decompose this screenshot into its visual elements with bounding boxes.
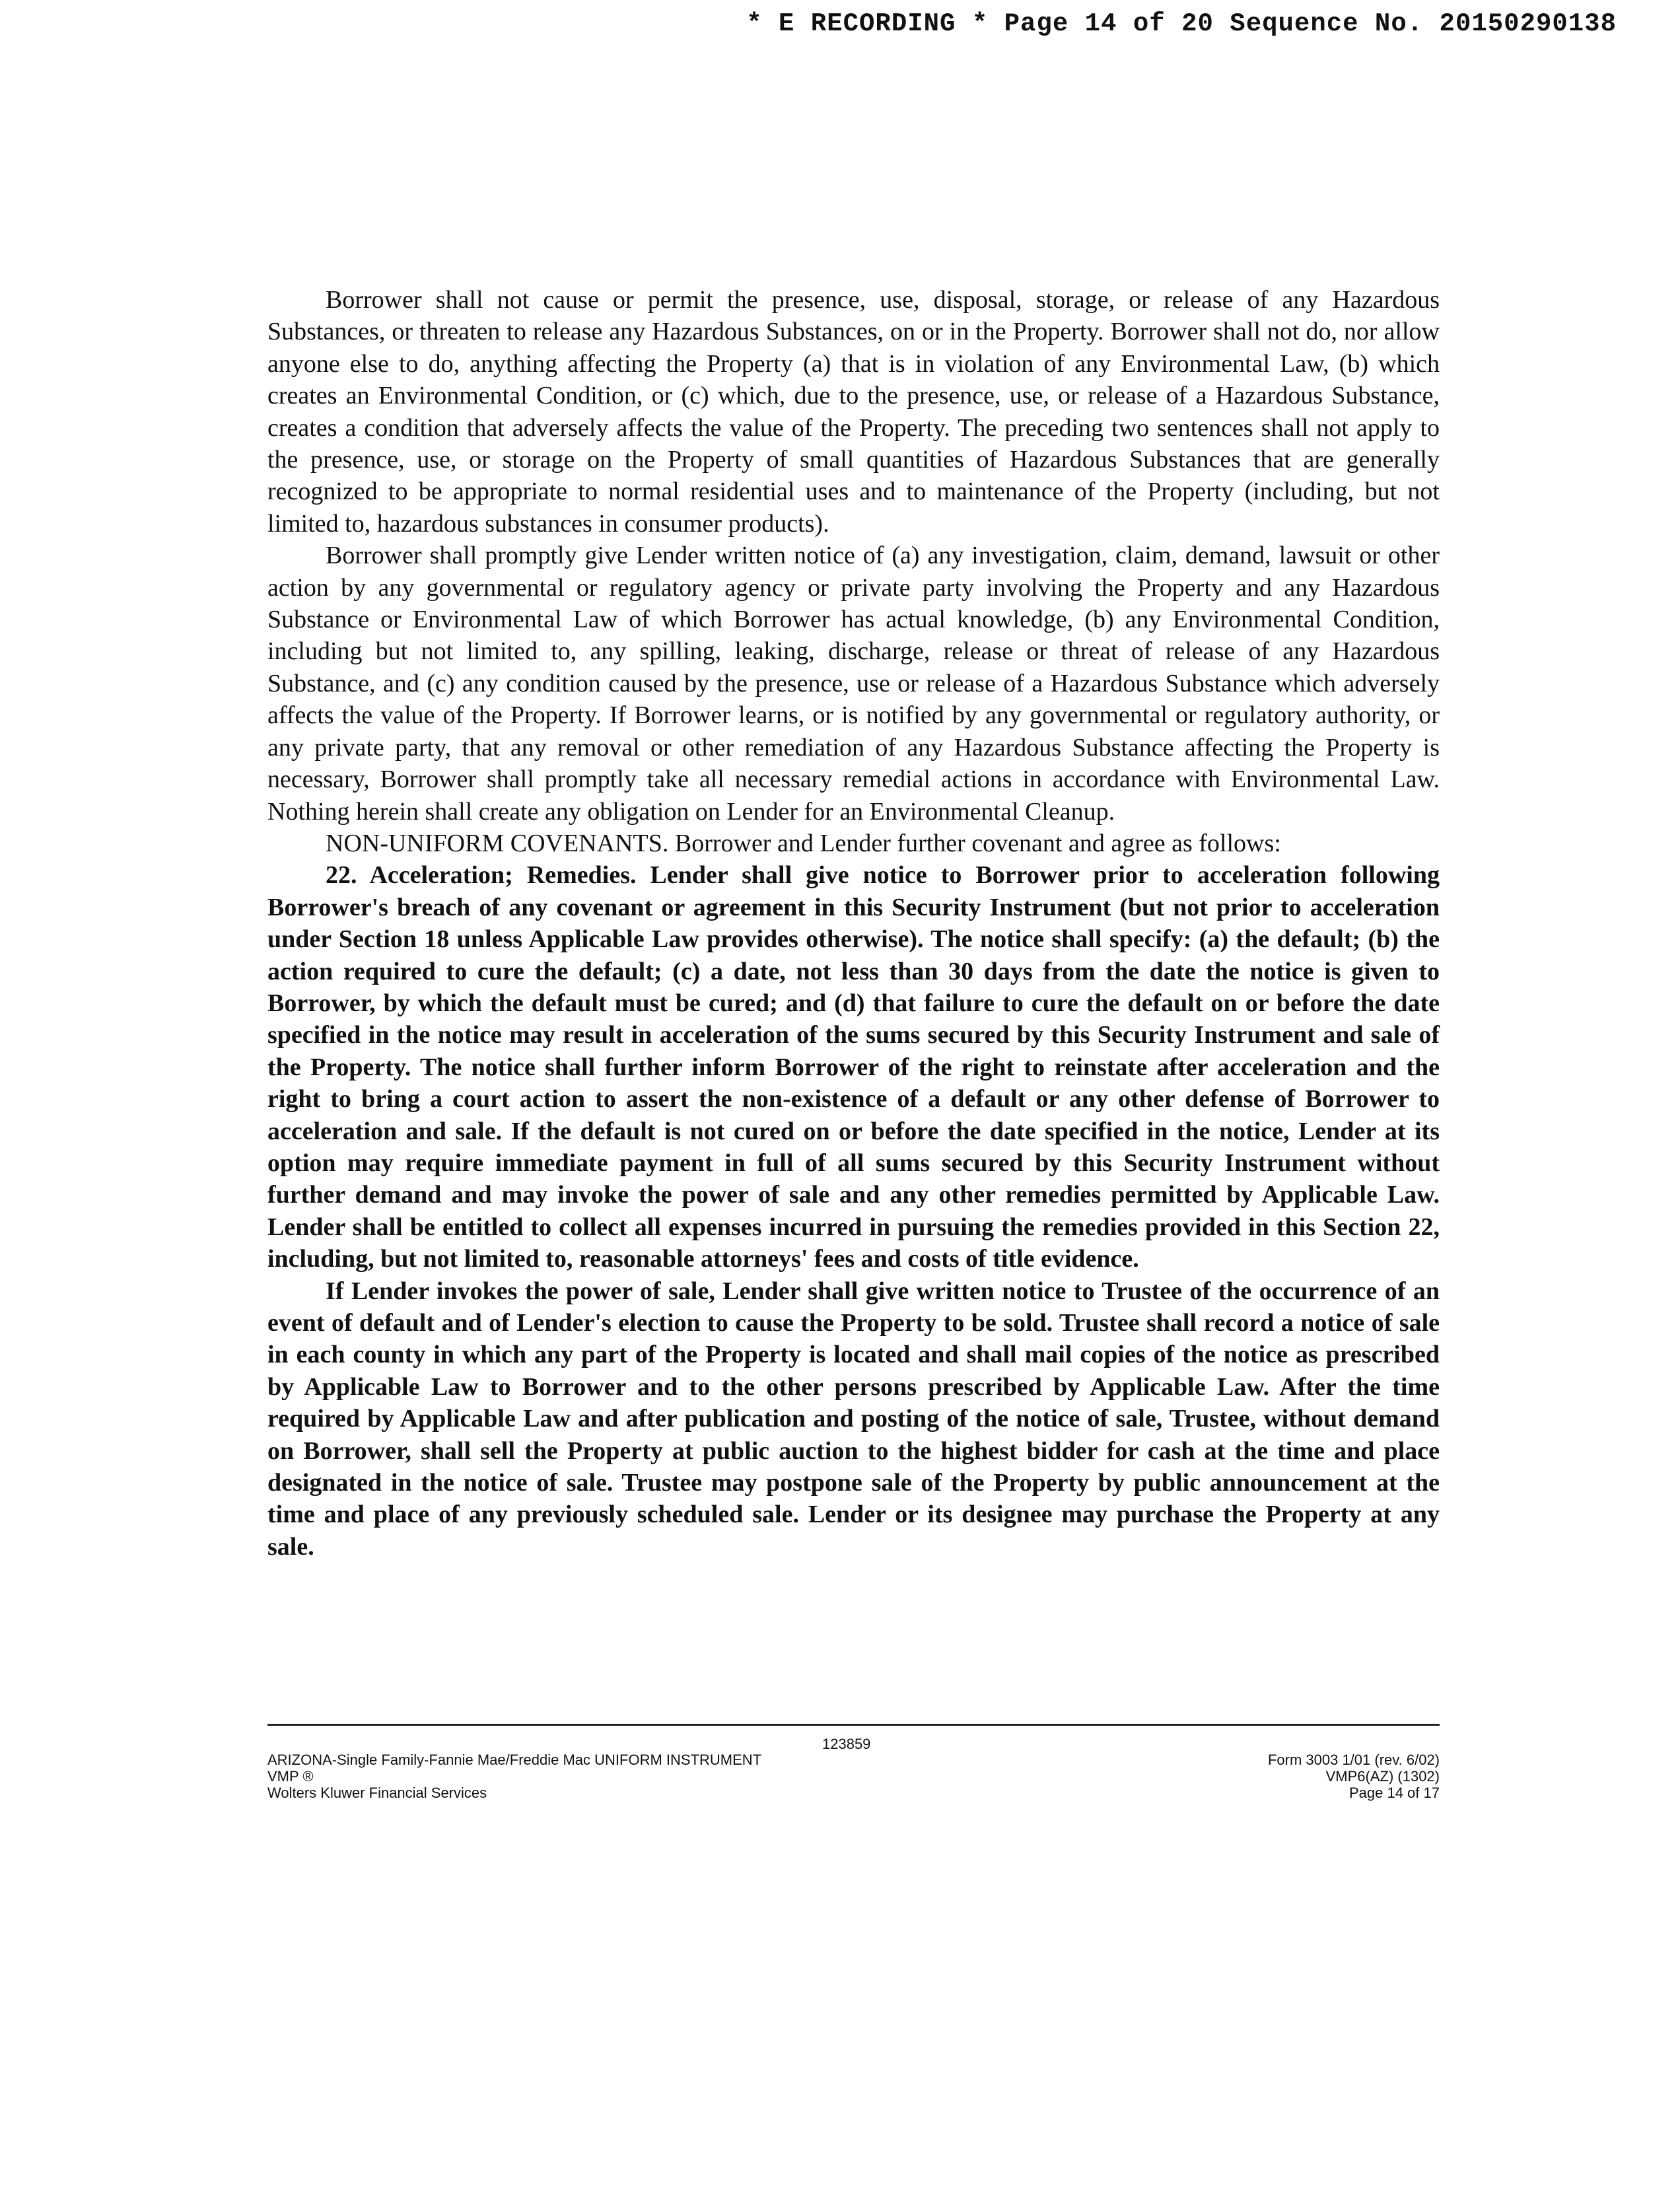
footer-divider xyxy=(267,1724,1440,1726)
footer-vmp-mark: VMP ® xyxy=(267,1768,314,1785)
footer-left-block xyxy=(267,1752,761,1801)
paragraph-acceleration-remedies: 22. Acceleration; Remedies. Lender shall give notice to Borrower prior to acceleration following Borrower's breach of any covenant or agreement in this Security Instrument (but not prior to acceleration under Section 18 unless Applicable Law provides otherwise). The notice shall specify: (a) the default; (b) the action required to cure the default; (c) a date, not less than 30 days from the date the notice is given to Borrower, by which the default must be cured; and (d) that failure to cure the default on or before the date specified in the notice may result in acceleration of the sums secured by this Security Instrument and sale of the Property. The notice shall further inform Borrower of the right to reinstate after acceleration and the right to bring a court action to assert the non-existence of a default or any other defense of Borrower to acceleration and sale. If the default is not cured on or before the date specified in the notice, Lender at its option may require immediate payment in full of all sums secured by this Security Instrument without further demand and may invoke the power of sale and any other remedies permitted by Applicable Law. Lender shall be entitled to collect all expenses incurred in pursuing the remedies provided in this Section 22, including, but not limited to, reasonable attorneys' fees and costs of title evidence. xyxy=(267,861,1440,1273)
footer-page-number: Page 14 of 17 xyxy=(1348,1785,1440,1801)
paragraph-hazardous-substances: Borrower shall not cause or permit the presence, use, disposal, storage, or release of any Hazardous Substances, or threaten to release any Hazardous Substances, on or in the Property. Borrower shall not do, nor allow anyone else to do, anything affecting the Property (a) that is in violation of any Environmental Law, (b) which creates an Environmental Condition, or (c) which, due to the presence, use, or release of a Hazardous Substance, creates a condition that adversely affects the value of the Property. The preceding two sentences shall not apply to the presence, use, or storage on the Property of small quantities of Hazardous Substances that are generally recognized to be appropriate to normal residential uses and to maintenance of the Property (including, but not limited to, hazardous substances in consumer products). xyxy=(267,286,1440,538)
document-body xyxy=(267,284,1440,1563)
paragraph-power-of-sale: If Lender invokes the power of sale, Lender shall give written notice to Trustee of the occurrence of an event of default and of Lender's election to cause the Property to be sold. Trustee shall record a notice of sale in each county in which any part of the Property is located and shall mail copies of the notice as prescribed by Applicable Law to Borrower and to the other persons prescribed by Applicable Law. After the time required by Applicable Law and after publication and posting of the notice of sale, Trustee, without demand on Borrower, shall sell the Property at public auction to the highest bidder for cash at the time and place designated in the notice of sale. Trustee may postpone sale of the Property by public announcement at the time and place of any previously scheduled sale. Lender or its designee may purchase the Property at any sale. xyxy=(267,1277,1440,1561)
footer-form-code: VMP6(AZ) (1302) xyxy=(1325,1768,1440,1785)
recording-stamp: * E RECORDING * Page 14 of 20 Sequence No. 20150290138 xyxy=(746,9,1617,38)
footer-instrument-title: ARIZONA-Single Family-Fannie Mae/Freddie Mac UNIFORM INSTRUMENT xyxy=(267,1752,762,1768)
footer-publisher: Wolters Kluwer Financial Services xyxy=(267,1785,487,1801)
footer-form-number: Form 3003 1/01 (rev. 6/02) xyxy=(1267,1752,1440,1768)
footer-right-block xyxy=(1268,1752,1440,1801)
footer-loan-number: 123859 xyxy=(822,1736,871,1752)
paragraph-notice-requirements: Borrower shall promptly give Lender written notice of (a) any investigation, claim, demand, lawsuit or other action by any governmental or regulatory agency or private party involving the Property and any Hazardous Substance or Environmental Law of which Borrower has actual knowledge, (b) any Environmental Condition, including but not limited to, any spilling, leaking, discharge, release or threat of release of any Hazardous Substance, and (c) any condition caused by the presence, use or release of a Hazardous Substance which adversely affects the value of the Property. If Borrower learns, or is notified by any governmental or regulatory authority, or any private party, that any removal or other remediation of any Hazardous Substance affecting the Property is necessary, Borrower shall promptly take all necessary remedial actions in accordance with Environmental Law. Nothing herein shall create any obligation on Lender for an Environmental Cleanup. xyxy=(267,542,1440,826)
paragraph-non-uniform-covenants: NON-UNIFORM COVENANTS. Borrower and Lender further covenant and agree as follows: xyxy=(326,829,1281,857)
